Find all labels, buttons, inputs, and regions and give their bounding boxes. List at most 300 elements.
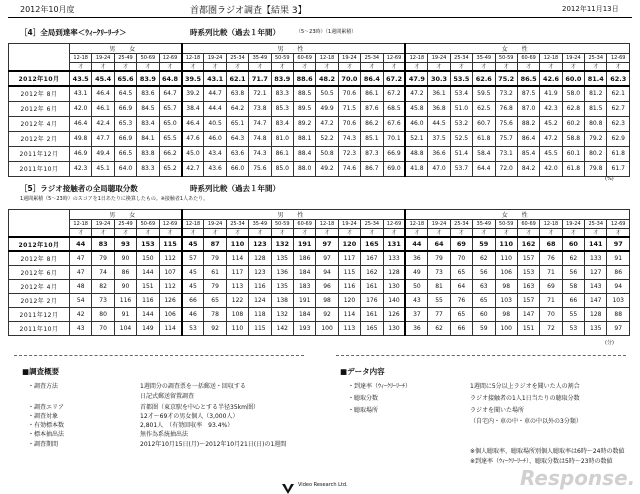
age-header: 12-18: [70, 220, 92, 229]
table-cell: 64.3: [226, 131, 248, 146]
table-cell: 62.3: [607, 71, 630, 86]
group-male: 男 性: [182, 44, 406, 54]
table-cell: 72.1: [249, 86, 271, 101]
table-cell: 75.6: [495, 116, 517, 131]
table-cell: 42.0: [70, 101, 92, 116]
age-unit: 才: [114, 229, 136, 238]
table-cell: 42: [70, 307, 92, 321]
age-unit: 才: [450, 229, 472, 238]
age-unit: 才: [338, 63, 360, 72]
table-cell: 61.8: [607, 146, 630, 161]
data-note-2: ※到達率（ｳｨｰｸﾘｰﾘｰﾁ）、聴取分数は5時～23時の数値: [470, 458, 613, 465]
table-cell: 128: [585, 307, 607, 321]
survey-key: ・標本抽出法: [28, 431, 65, 438]
table-cell: 46.0: [204, 131, 226, 146]
page-title: 首都圏ラジオ調査: [190, 6, 263, 16]
age-header: 25-34: [226, 54, 248, 63]
age-unit: 才: [249, 229, 271, 238]
table-cell: 64: [450, 279, 472, 293]
table-cell: 84.5: [137, 101, 159, 116]
table-cell: 62.8: [562, 101, 584, 116]
table-cell: 110: [495, 251, 517, 265]
age-unit: 才: [338, 229, 360, 238]
table-cell: 144: [137, 265, 159, 279]
table-cell: 89.2: [293, 116, 315, 131]
table-cell: 45: [182, 279, 204, 293]
table-cell: 41.8: [405, 161, 427, 176]
age-header: 19-24: [338, 54, 360, 63]
table-cell: 60.7: [473, 116, 495, 131]
age-unit: 才: [383, 63, 405, 72]
table-cell: 52.2: [316, 131, 338, 146]
corner-cell: [9, 210, 70, 238]
table-cell: 47.2: [540, 131, 562, 146]
table-cell: 126: [383, 307, 405, 321]
age-unit: 才: [450, 63, 472, 72]
table-cell: 131: [383, 237, 405, 251]
table-cell: 39.2: [182, 86, 204, 101]
table-cell: 73.8: [249, 101, 271, 116]
table-cell: 135: [585, 321, 607, 335]
table-cell: 165: [361, 321, 383, 335]
table-cell: 128: [383, 265, 405, 279]
row-label: 2012年 2月: [9, 293, 70, 307]
row-label: 2012年 4月: [9, 116, 70, 131]
table-cell: 157: [517, 251, 539, 265]
table-cell: 42.3: [70, 161, 92, 176]
table-cell: 59.5: [473, 86, 495, 101]
table-cell: 96: [316, 279, 338, 293]
table-cell: 133: [383, 251, 405, 265]
age-header: 19-24: [428, 220, 450, 229]
age-unit: 才: [585, 63, 607, 72]
table-row: [9, 265, 630, 279]
table-cell: 62.5: [473, 101, 495, 116]
table-cell: 56: [473, 265, 495, 279]
table-cell: 43: [405, 293, 427, 307]
age-unit: 才: [226, 63, 248, 72]
table-cell: 115: [338, 265, 360, 279]
table-cell: 74.3: [249, 146, 271, 161]
age-unit: 才: [70, 63, 92, 72]
table-cell: 49: [405, 265, 427, 279]
table-cell: 108: [226, 307, 248, 321]
group-female: 女 性: [405, 210, 629, 220]
table-cell: 97: [607, 237, 630, 251]
table-cell: 60: [562, 237, 584, 251]
table-cell: 81: [428, 279, 450, 293]
age-unit: 才: [473, 229, 495, 238]
age-header: 19-24: [204, 220, 226, 229]
table-cell: 86.4: [517, 131, 539, 146]
table-cell: 44: [70, 237, 92, 251]
table-cell: 70.1: [383, 131, 405, 146]
table-cell: 50.8: [316, 146, 338, 161]
table-cell: 123: [249, 237, 271, 251]
age-header: 50-69: [137, 220, 159, 229]
table-cell: 55: [562, 307, 584, 321]
table-cell: 130: [383, 321, 405, 335]
table-cell: 60.2: [562, 116, 584, 131]
table-cell: 75.6: [249, 161, 271, 176]
table-cell: 47: [70, 251, 92, 265]
table-cell: 62.9: [607, 131, 630, 146]
age-unit: 才: [607, 229, 630, 238]
section1-title: ［4］全局到達率＜ｳｨｰｸﾘｰﾘｰﾁ＞: [20, 28, 127, 37]
age-unit: 才: [293, 229, 315, 238]
table-cell: 88.0: [293, 161, 315, 176]
table-cell: 45.5: [540, 146, 562, 161]
row-label: 2012年 6月: [9, 101, 70, 116]
table-cell: 67.6: [383, 116, 405, 131]
table-cell: 144: [137, 307, 159, 321]
table-cell: 88.1: [293, 131, 315, 146]
table-cell: 50: [405, 279, 427, 293]
age-unit: 才: [204, 63, 226, 72]
table-cell: 153: [137, 237, 159, 251]
table-cell: 191: [293, 293, 315, 307]
row-label: 2011年12月: [9, 146, 70, 161]
table-cell: 36: [405, 251, 427, 265]
age-header: 19-24: [204, 54, 226, 63]
table-cell: 161: [361, 307, 383, 321]
table-cell: 47.7: [92, 131, 114, 146]
table-cell: 115: [249, 321, 271, 335]
row-label: 2012年 8月: [9, 86, 70, 101]
table-cell: 86.5: [517, 71, 539, 86]
data-value: ラジオを聞いた場所: [470, 407, 525, 414]
age-header: 19-24: [562, 220, 584, 229]
age-header: 19-24: [92, 220, 114, 229]
table-cell: 87: [204, 237, 226, 251]
table-cell: 85.1: [361, 131, 383, 146]
table-cell: 53.5: [450, 71, 472, 86]
table-cell: 50.5: [316, 86, 338, 101]
table-cell: 65.2: [159, 161, 181, 176]
table-cell: 62: [562, 251, 584, 265]
table-cell: 66: [450, 321, 472, 335]
age-header: 50-69: [137, 54, 159, 63]
table-cell: 45.2: [540, 116, 562, 131]
table-cell: 88: [607, 307, 630, 321]
table-cell: 167: [361, 251, 383, 265]
table-cell: 59: [473, 237, 495, 251]
table-cell: 71.7: [249, 71, 271, 86]
table-cell: 63.8: [226, 86, 248, 101]
table-cell: 65.3: [114, 116, 136, 131]
table-cell: 87.6: [361, 101, 383, 116]
table-cell: 74.6: [338, 161, 360, 176]
table-cell: 85.0: [271, 161, 293, 176]
table-cell: 58.4: [473, 146, 495, 161]
table-cell: 49.9: [316, 101, 338, 116]
table-cell: 69.0: [383, 161, 405, 176]
table-cell: 51.0: [450, 101, 472, 116]
table-cell: 97: [316, 251, 338, 265]
table-cell: 76: [540, 251, 562, 265]
survey-value: 2012年10月15日(月)～2012年10月21日(日)の1週間: [140, 441, 287, 448]
data-value-2: （自宅内・車の中・車の中以外の3分類）: [470, 418, 582, 425]
table-cell: 65: [450, 265, 472, 279]
age-header: 12-18: [182, 54, 204, 63]
table-cell: 153: [517, 265, 539, 279]
table-cell: 184: [293, 265, 315, 279]
table-cell: 64.8: [159, 71, 181, 86]
table-cell: 83.9: [271, 71, 293, 86]
age-unit: 才: [249, 63, 271, 72]
data-key: ・到達率（ｳｨｰｸﾘｰﾘｰﾁ）: [348, 383, 412, 390]
age-unit: 才: [361, 229, 383, 238]
table-cell: 47: [70, 265, 92, 279]
table-cell: 114: [338, 307, 360, 321]
age-unit: 才: [473, 63, 495, 72]
table-cell: 92: [204, 321, 226, 335]
section1-note: （5～23時）（1週間累積）: [296, 29, 357, 35]
table-cell: 45.8: [405, 101, 427, 116]
table-cell: 79: [92, 251, 114, 265]
table-cell: 110: [226, 321, 248, 335]
table-cell: 61.7: [607, 161, 630, 176]
age-unit: 才: [495, 229, 517, 238]
table-row: [9, 293, 630, 307]
table-cell: 135: [271, 279, 293, 293]
divider-left: [14, 355, 304, 356]
age-header: 12-69: [159, 54, 181, 63]
age-header: 60-69: [517, 54, 539, 63]
table-cell: 53.2: [450, 116, 472, 131]
age-header: 25-34: [361, 220, 383, 229]
age-header: 12-18: [540, 54, 562, 63]
table-cell: 46.1: [92, 101, 114, 116]
age-unit: 才: [562, 229, 584, 238]
age-unit: 才: [585, 229, 607, 238]
age-unit: 才: [92, 229, 114, 238]
table-cell: 83: [92, 237, 114, 251]
age-header: 12-18: [70, 54, 92, 63]
table-cell: 81.0: [271, 131, 293, 146]
table-cell: 84.1: [137, 131, 159, 146]
data-value: ラジオ接触者の1人1日当たりの聴取分数: [470, 395, 580, 402]
table-cell: 138: [271, 293, 293, 307]
table-cell: 132: [271, 237, 293, 251]
table-cell: 47.2: [316, 116, 338, 131]
age-unit: 才: [293, 63, 315, 72]
table-cell: 68: [540, 237, 562, 251]
table-cell: 86.1: [271, 146, 293, 161]
table-cell: 87.3: [361, 146, 383, 161]
survey-key: ・調査期間: [28, 441, 59, 448]
table-cell: 62: [428, 321, 450, 335]
group-total: 男 女: [70, 44, 182, 54]
table-cell: 66.9: [383, 146, 405, 161]
age-header: 50-59: [271, 54, 293, 63]
table-cell: 75.7: [495, 131, 517, 146]
table-cell: 94: [607, 279, 630, 293]
table-cell: 66: [562, 293, 584, 307]
table-cell: 103: [607, 293, 630, 307]
table-row: [9, 101, 630, 116]
minutes-table: [8, 209, 630, 336]
table-cell: 46.4: [70, 116, 92, 131]
age-header: 12-18: [316, 54, 338, 63]
table-cell: 58.8: [562, 131, 584, 146]
table-cell: 40.5: [204, 116, 226, 131]
table-cell: 43.1: [70, 86, 92, 101]
table-cell: 41.9: [540, 86, 562, 101]
age-header: 60-69: [293, 54, 315, 63]
data-key: ・聴取場所: [348, 407, 379, 414]
table-cell: 37: [405, 307, 427, 321]
survey-title: ■調査概要: [22, 367, 60, 376]
table-cell: 48.2: [316, 71, 338, 86]
age-header: 60-69: [517, 220, 539, 229]
table-cell: 47.2: [405, 86, 427, 101]
table-cell: 69: [450, 237, 472, 251]
section1-unit: (%): [605, 176, 614, 182]
table-cell: 65.0: [159, 116, 181, 131]
table-cell: 45.4: [92, 71, 114, 86]
table-cell: 132: [271, 307, 293, 321]
age-unit: 才: [517, 229, 539, 238]
age-unit: 才: [182, 63, 204, 72]
row-label: 2012年10月: [9, 237, 70, 251]
table-cell: 57: [182, 251, 204, 265]
table-cell: 79: [204, 279, 226, 293]
table-cell: 45: [182, 265, 204, 279]
table-cell: 53: [182, 321, 204, 335]
survey-value: 12才～69才の男女個人（3,000人）: [140, 413, 239, 420]
table-cell: 53: [562, 321, 584, 335]
table-cell: 66.0: [226, 161, 248, 176]
table-cell: 124: [249, 293, 271, 307]
table-cell: 53.4: [450, 86, 472, 101]
table-cell: 112: [159, 279, 181, 293]
table-cell: 69: [540, 279, 562, 293]
age-unit: 才: [92, 63, 114, 72]
table-cell: 65.7: [159, 101, 181, 116]
age-header: 35-49: [473, 220, 495, 229]
age-header: 12-18: [182, 220, 204, 229]
table-cell: 113: [338, 321, 360, 335]
table-cell: 75.2: [495, 71, 517, 86]
table-cell: 63.6: [226, 146, 248, 161]
survey-key: ・調査エリア: [28, 404, 65, 411]
table-cell: 193: [293, 321, 315, 335]
table-cell: 83.4: [137, 116, 159, 131]
table-cell: 100: [495, 321, 517, 335]
section1-subtitle: 時系列比較（過去１年間）: [190, 28, 280, 37]
table-cell: 66: [182, 293, 204, 307]
group-total: 男 女: [70, 210, 182, 220]
table-cell: 98: [495, 307, 517, 321]
table-cell: 83.3: [271, 86, 293, 101]
table-cell: 66.2: [159, 146, 181, 161]
table-row: [9, 237, 630, 251]
table-cell: 176: [361, 293, 383, 307]
table-cell: 91: [607, 251, 630, 265]
header-date: 2012年11月13日: [562, 5, 619, 13]
table-row: [9, 146, 630, 161]
table-cell: 56: [562, 265, 584, 279]
table-cell: 97: [316, 237, 338, 251]
table-cell: 39.5: [182, 71, 204, 86]
table-cell: 60.0: [562, 71, 584, 86]
table-cell: 72.3: [338, 146, 360, 161]
age-unit: 才: [70, 229, 92, 238]
age-unit: 才: [562, 63, 584, 72]
age-unit: 才: [428, 229, 450, 238]
table-cell: 68.5: [383, 101, 405, 116]
table-cell: 86.7: [361, 161, 383, 176]
table-cell: 191: [293, 237, 315, 251]
table-cell: 88.4: [293, 146, 315, 161]
table-cell: 81.2: [585, 86, 607, 101]
table-cell: 64.4: [473, 161, 495, 176]
table-cell: 36.8: [428, 101, 450, 116]
age-unit: 才: [540, 63, 562, 72]
table-cell: 71: [540, 293, 562, 307]
table-cell: 44.5: [428, 116, 450, 131]
table-cell: 66.5: [114, 146, 136, 161]
age-header: 19-24: [338, 220, 360, 229]
table-cell: 82: [92, 279, 114, 293]
table-cell: 84.2: [517, 161, 539, 176]
row-label: 2012年10月: [9, 71, 70, 86]
table-cell: 73.1: [495, 146, 517, 161]
table-cell: 88.2: [517, 116, 539, 131]
table-cell: 92: [316, 307, 338, 321]
survey-value: 2,801人 （有効回収率 93.4%）: [140, 422, 234, 429]
table-cell: 38.4: [182, 101, 204, 116]
table-row: [9, 116, 630, 131]
table-cell: 49.8: [70, 131, 92, 146]
table-cell: 184: [293, 307, 315, 321]
table-cell: 103: [495, 293, 517, 307]
age-header: 12-69: [159, 220, 181, 229]
table-cell: 86.4: [361, 71, 383, 86]
table-cell: 66.9: [114, 101, 136, 116]
table-cell: 79: [428, 251, 450, 265]
table-cell: 107: [159, 265, 181, 279]
table-cell: 151: [517, 321, 539, 335]
survey-value: 首都圏（東京駅を中心とする半径35km圏）: [140, 404, 259, 411]
age-header: 50-59: [495, 220, 517, 229]
table-cell: 42.4: [92, 116, 114, 131]
age-header: 25-34: [361, 54, 383, 63]
table-cell: 79.8: [585, 161, 607, 176]
table-cell: 118: [249, 307, 271, 321]
table-cell: 49.4: [92, 146, 114, 161]
table-cell: 162: [361, 265, 383, 279]
row-label: 2012年 6月: [9, 265, 70, 279]
table-cell: 47.0: [428, 161, 450, 176]
age-unit: 才: [540, 229, 562, 238]
age-unit: 才: [271, 229, 293, 238]
table-cell: 74.7: [249, 116, 271, 131]
table-cell: 90: [114, 251, 136, 265]
table-cell: 70: [450, 251, 472, 265]
vr-logo-icon: [282, 479, 294, 489]
row-label: 2012年 4月: [9, 279, 70, 293]
table-cell: 116: [338, 279, 360, 293]
table-cell: 79.2: [585, 131, 607, 146]
table-cell: 42.7: [182, 161, 204, 176]
table-cell: 67.2: [383, 86, 405, 101]
table-cell: 88.6: [293, 71, 315, 86]
table-cell: 116: [249, 279, 271, 293]
table-cell: 64.5: [114, 86, 136, 101]
footer-company: Video Research Ltd.: [298, 482, 348, 488]
